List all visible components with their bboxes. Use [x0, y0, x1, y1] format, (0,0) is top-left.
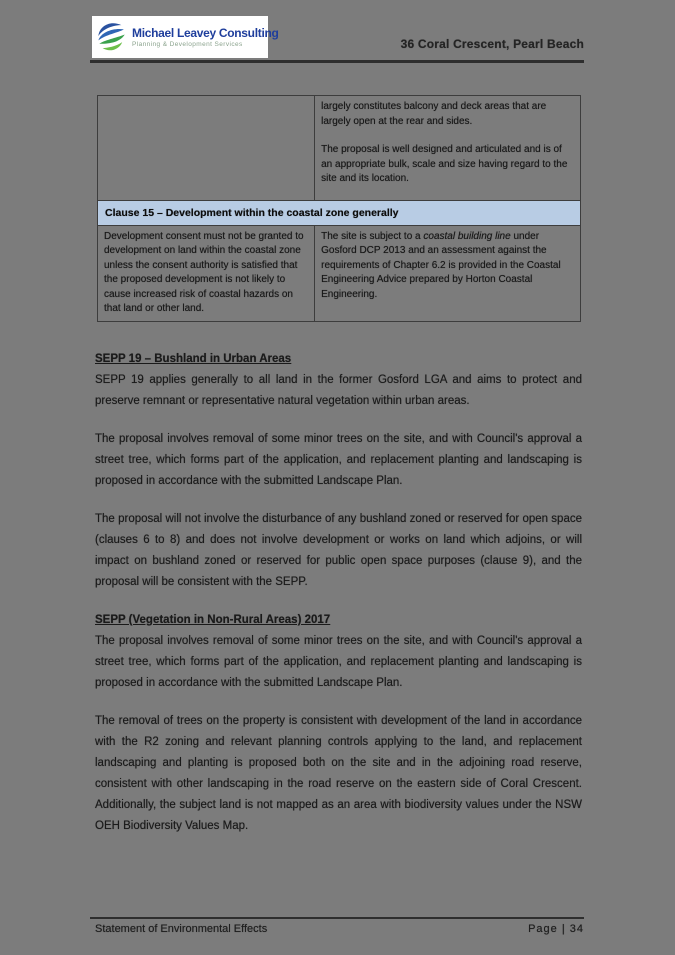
logo-tagline: Planning & Development Services [132, 40, 243, 48]
logo-globe-icon [95, 20, 129, 54]
footer-divider [90, 917, 584, 919]
logo-text-block [132, 26, 279, 49]
company-logo [92, 16, 279, 58]
comment-paragraph: largely constitutes balcony and deck areas that are largely open at the rear and sides. [321, 101, 547, 127]
body-paragraph: The proposal will not involve the disturbance of any bushland zoned or reserved for open space (clauses 6 to 8) and does not involve development or works on land which adjoins, or will impact on bushland zoned or reserved for public open space purposes (clause 9), and the proposal will be consistent with the SEPP. [95, 513, 582, 588]
comment-text: The site is subject to a [321, 230, 424, 242]
footer-page-number: Page | 34 [528, 923, 584, 935]
body-paragraph: SEPP 19 applies generally to all land in the former Gosford LGA and aims to protect and preserve remnant or representative natural vegetation within urban areas. [95, 374, 582, 407]
header-property-address: 36 Coral Crescent, Pearl Beach [400, 37, 584, 51]
body-paragraph: The removal of trees on the property is consistent with development of the land in accordance with the R2 zoning and relevant planning controls applying to the land, and replacement landscaping and planting is proposed both on the site and in the adjoining road reserve, consistent with other landscaping in the road reserve on the eastern side of Coral Crescent. Additionally, the subject land is not mapped as an area with biodiversity values under the NSW OEH Biodiversity Values Map. [95, 715, 582, 832]
section-heading-sepp19: SEPP 19 – Bushland in Urban Areas [95, 353, 292, 365]
body-paragraph: The proposal involves removal of some minor trees on the site, and with Council's approval a street tree, which forms part of the application, and replacement planting and landscaping is proposed in accordance with the submitted Landscape Plan. [95, 635, 582, 689]
table-row-clause15 [98, 226, 580, 321]
comment-text: under Gosford DCP 2013 and an assessment against the requirements of Chapter 6.2 is provided in the Coastal Engineering Advice prepared by Horton Coastal Engineering. [321, 230, 561, 300]
table-cell-comment [315, 226, 580, 321]
table-row-continuation [98, 96, 580, 200]
footer-document-title: Statement of Environmental Effects [95, 923, 268, 935]
comment-paragraph: The proposal is well designed and articulated and is of an appropriate bulk, scale and size having regard to the site and its location. [321, 144, 568, 184]
body-paragraph: The proposal involves removal of some minor trees on the site, and with Council's approval a street tree, which forms part of the application, and replacement planting and landscaping is proposed in accordance with the submitted Landscape Plan. [95, 433, 582, 487]
comment-text-italic: coastal building line [423, 230, 511, 242]
table-cell-control-empty [98, 96, 315, 200]
table-cell-comment [315, 96, 580, 200]
table-cell-control: Development consent must not be granted to development on land within the coastal zone unless the consent authority is satisfied that the proposed development is not likely to cause increased risk of coastal hazards on that land or other land. [98, 226, 315, 321]
document-body [95, 349, 582, 837]
assessment-table [97, 95, 581, 322]
logo-company-name: Michael Leavey Consulting [132, 25, 279, 40]
header-divider [90, 60, 584, 63]
table-clause-header: Clause 15 – Development within the coastal zone generally [98, 200, 580, 226]
section-heading-sepp-vegetation: SEPP (Vegetation in Non-Rural Areas) 2017 [95, 614, 331, 626]
